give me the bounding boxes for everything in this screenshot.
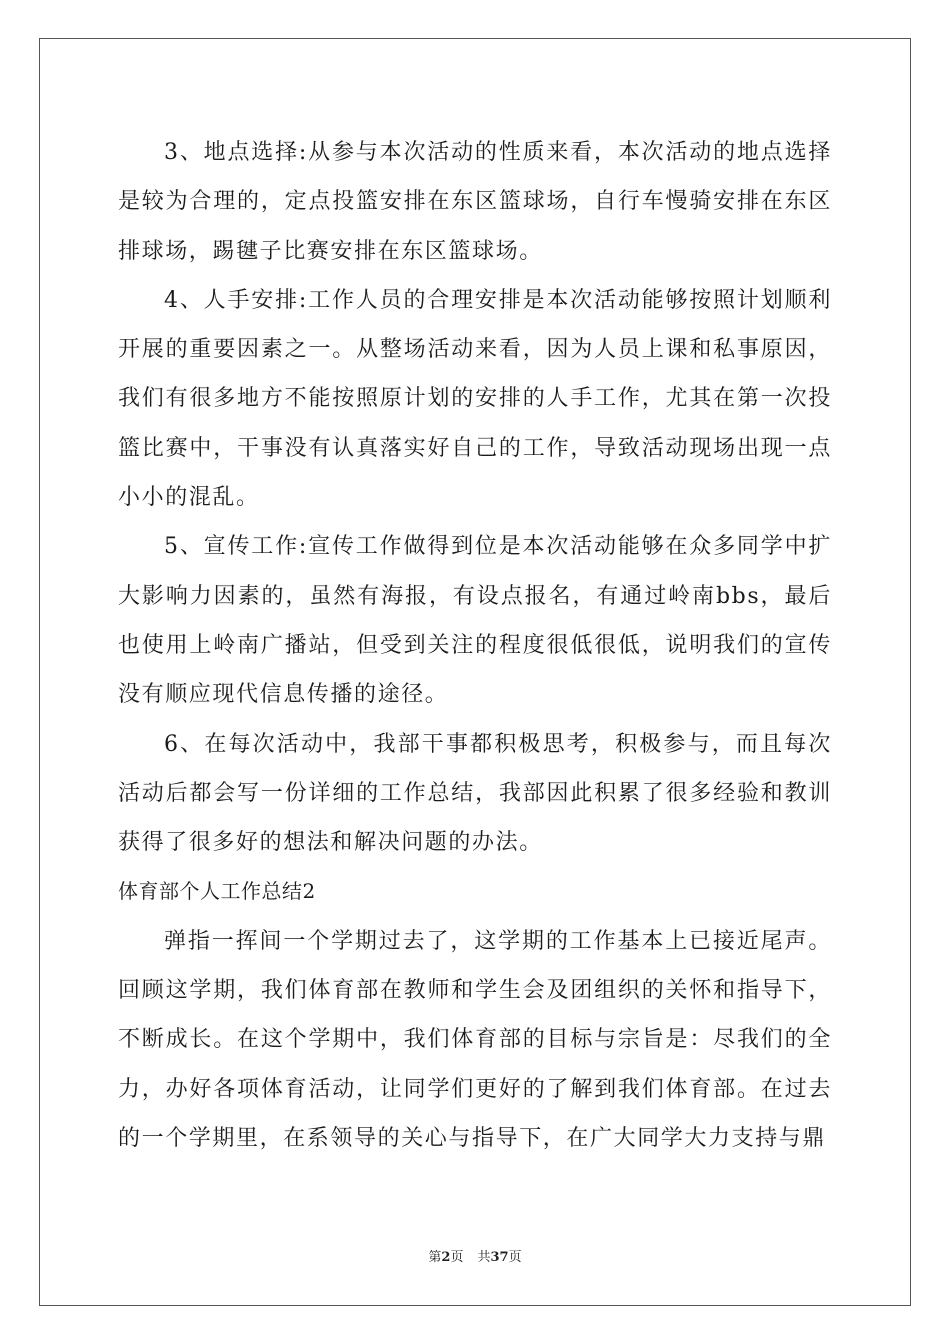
- paragraph-publicity: 5、宣传工作:宣传工作做得到位是本次活动能够在众多同学中扩大影响力因素的，虽然有海报，有设点报名，有通过岭南bbs，最后也使用上岭南广播站，但受到关注的程度很低很低，说明我们的宣传没有顺应现代信息传播的途径。: [118, 534, 832, 708]
- footer-page-number: 2: [441, 1250, 451, 1265]
- footer-total-suffix: 页: [508, 1250, 522, 1265]
- page-footer: [0, 1246, 950, 1265]
- document-body: [118, 128, 832, 1163]
- footer-total-prefix: 共: [477, 1250, 491, 1265]
- footer-total-pages: 37: [490, 1250, 509, 1265]
- paragraph-activities: 6、在每次活动中，我部干事都积极思考，积极参与，而且每次活动后都会写一份详细的工作总结，我部因此积累了很多经验和教训获得了很多好的想法和解决问题的办法。: [118, 731, 832, 856]
- paragraph-review: 弹指一挥间一个学期过去了，这学期的工作基本上已接近尾声。回顾这学期，我们体育部在教师和学生会及团组织的关怀和指导下，不断成长。在这个学期中，我们体育部的目标与宗旨是：尽我们的全力，办好各项体育活动，让同学们更好的了解到我们体育部。在过去的一个学期里，在系领导的关心与指导下，在广大同学大力支持与鼎: [118, 928, 832, 1151]
- paragraph-location: 3、地点选择:从参与本次活动的性质来看，本次活动的地点选择是较为合理的，定点投篮安排在东区篮球场，自行车慢骑安排在东区排球场，踢毽子比赛安排在东区篮球场。: [118, 140, 832, 264]
- footer-page-suffix: 页: [450, 1250, 464, 1265]
- section-heading: 体育部个人工作总结2: [118, 879, 316, 904]
- footer-page-prefix: 第: [428, 1250, 442, 1265]
- paragraph-staffing: 4、人手安排:工作人员的合理安排是本次活动能够按照计划顺利开展的重要因素之一。从整场活动来看，因为人员上课和私事原因，我们有很多地方不能按照原计划的安排的人手工作，尤其在第一次投篮比赛中，干事没有认真落实好自己的工作，导致活动现场出现一点小小的混乱。: [118, 287, 832, 511]
